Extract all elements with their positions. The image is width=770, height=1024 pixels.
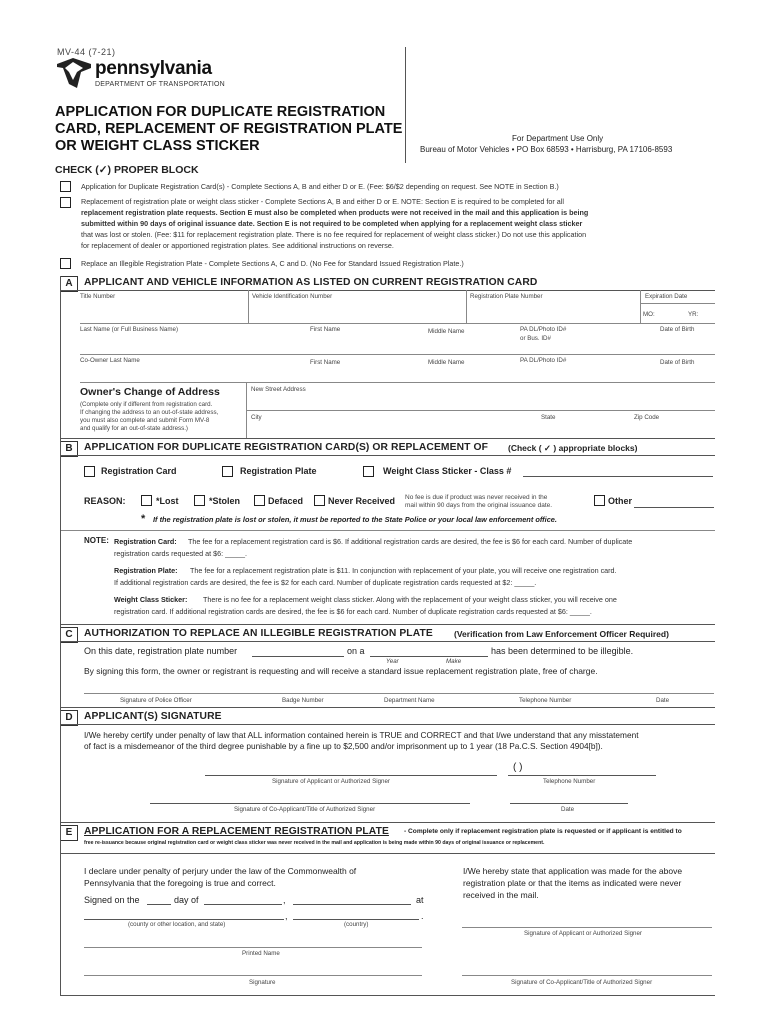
label-department-name: Department Name bbox=[384, 697, 435, 704]
reg-plate-label: Registration Plate: bbox=[114, 566, 178, 575]
label-make: Make bbox=[446, 658, 462, 665]
label-e-sig-applicant: Signature of Applicant or Authorized Signer bbox=[524, 930, 642, 937]
checkbox-registration-card[interactable] bbox=[84, 466, 95, 477]
label-telephone-number: Telephone Number bbox=[543, 778, 596, 785]
label-city: City bbox=[251, 414, 262, 421]
label-title-number: Title Number bbox=[80, 293, 116, 300]
phone-paren: ( ) bbox=[513, 762, 523, 773]
checkbox-registration-plate[interactable] bbox=[222, 466, 233, 477]
label-stolen: *Stolen bbox=[209, 496, 241, 506]
note-label: NOTE: bbox=[84, 536, 109, 545]
option-replacement-line4: that was lost or stolen. (Fee: $11 for replacement registration plate. There is no fee required for replacement of weight class sticker.) Do not use this application bbox=[81, 230, 587, 239]
section-b-letter: B bbox=[60, 441, 78, 457]
weight-sticker-text-2: registration card. If additional registration cards are desired, the fee is $6 for each card. Number of duplicate registration cards requested at $6: _____. bbox=[114, 607, 592, 616]
owner-change-note-1: (Complete only if different from registration card. bbox=[80, 401, 213, 408]
label-registration-card: Registration Card bbox=[101, 466, 177, 476]
reason-label: REASON: bbox=[84, 496, 126, 506]
signed-on-label: Signed on the bbox=[84, 895, 140, 905]
label-badge-number: Badge Number bbox=[282, 697, 324, 704]
section-c-heading: AUTHORIZATION TO REPLACE AN ILLEGIBLE REGISTRATION PLATE bbox=[84, 628, 433, 639]
cert-text-1: I/We hereby certify under penalty of law that ALL information contained herein is TRUE and CORRECT and that I/we understand that any misstatement bbox=[84, 730, 639, 740]
label-first-name: First Name bbox=[310, 326, 341, 333]
option-replacement-line1: Replacement of registration plate or weight class sticker - Complete Sections A, B and either D or E. NOTE: Section E is required to be completed for all bbox=[81, 197, 564, 206]
section-e-heading-note: - Complete only if replacement registration plate is requested or if applicant is entitled to bbox=[404, 828, 682, 835]
label-co-owner-first-name: First Name bbox=[310, 359, 341, 366]
perjury-text-1: I declare under penalty of perjury under the law of the Commonwealth of bbox=[84, 866, 357, 876]
dept-use-label: For Department Use Only bbox=[512, 134, 604, 143]
pa-keystone-logo-icon bbox=[57, 58, 91, 88]
label-new-street: New Street Address bbox=[251, 386, 306, 393]
section-c-heading-note: (Verification from Law Enforcement Officer Required) bbox=[454, 629, 669, 639]
label-registration-plate: Registration Plate bbox=[240, 466, 317, 476]
section-a-heading: APPLICANT AND VEHICLE INFORMATION AS LISTED ON CURRENT REGISTRATION CARD bbox=[84, 277, 538, 288]
owner-change-note-2: If changing the address to an out-of-state address, bbox=[80, 409, 219, 416]
label-printed-name: Printed Name bbox=[242, 950, 280, 957]
cert-text-2: of fact is a misdemeanor of the third degree punishable by a fine up to $2,500 and/or imprisonment up to 1 year (18 Pa.C.S. Section 4904[b]). bbox=[84, 741, 603, 751]
at-label: at bbox=[416, 895, 424, 905]
comma-1: , bbox=[283, 895, 286, 905]
label-exp-year: YR: bbox=[688, 311, 699, 318]
owner-change-note-4: and qualify for an out-of-state address.) bbox=[80, 425, 188, 432]
reg-card-text-1: The fee for a replacement registration card is $6. If additional registration cards are desired, the fee is $6 for each card. Number of duplicate bbox=[188, 537, 633, 546]
label-co-owner-last-name: Co-Owner Last Name bbox=[80, 357, 140, 364]
period: . bbox=[421, 911, 424, 921]
checkbox-duplicate-card[interactable] bbox=[60, 181, 71, 192]
illegible-line-c: has been determined to be illegible. bbox=[491, 646, 634, 656]
form-title-line1: APPLICATION FOR DUPLICATE REGISTRATION bbox=[55, 104, 386, 120]
section-b-heading: APPLICATION FOR DUPLICATE REGISTRATION CARD(S) OR REPLACEMENT OF bbox=[84, 442, 488, 453]
checkbox-never-received[interactable] bbox=[314, 495, 325, 506]
reg-plate-text-2: If additional registration cards are desired, the fee is $2 for each card. Number of duplicate registration cards requested at $2: _____. bbox=[114, 578, 537, 587]
option-replacement-line3: submitted within 90 days of original issuance date. Section E is not required to be completed when applying for a replacement weight class sticker bbox=[81, 219, 583, 228]
weight-sticker-label: Weight Class Sticker: bbox=[114, 595, 188, 604]
label-never-received: Never Received bbox=[328, 496, 396, 506]
option-replacement-line2: replacement registration plate requests. Section E must also be completed when products were not received in the mail and this application is being bbox=[81, 208, 589, 217]
illegible-line-a: On this date, registration plate number bbox=[84, 646, 238, 656]
label-expiration-date: Expiration Date bbox=[645, 293, 688, 300]
agency-name: pennsylvania bbox=[95, 58, 212, 79]
checkbox-lost[interactable] bbox=[141, 495, 152, 506]
label-last-name: Last Name (or Full Business Name) bbox=[80, 326, 178, 333]
label-plate-number: Registration Plate Number bbox=[470, 293, 543, 300]
label-lost: *Lost bbox=[156, 496, 179, 506]
label-county: (county or other location, and state) bbox=[128, 921, 226, 928]
label-date: Date bbox=[561, 806, 575, 813]
label-date-of-birth: Date of Birth bbox=[660, 326, 695, 333]
section-b-heading-note: (Check ( ✓ ) appropriate blocks) bbox=[508, 443, 638, 453]
label-exp-month: MO: bbox=[643, 311, 655, 318]
owner-change-note-3: you must also complete and submit Form MV-8 bbox=[80, 417, 210, 424]
statement-text-1: I/We hereby state that application was made for the above bbox=[463, 866, 683, 876]
asterisk-icon: * bbox=[141, 513, 146, 525]
perjury-text-2: Pennsylvania that the foregoing is true and correct. bbox=[84, 878, 276, 888]
label-weight-sticker: Weight Class Sticker - Class # bbox=[383, 466, 512, 476]
option-duplicate-card: Application for Duplicate Registration Card(s) - Complete Sections A, B and either D or E. (Fee: $6/$2 depending on request. See NOTE in Section B.) bbox=[81, 182, 559, 191]
lost-stolen-note: If the registration plate is lost or stolen, it must be reported to the State Police or your local law enforcement office. bbox=[153, 515, 557, 524]
label-co-owner-dl: PA DL/Photo ID# bbox=[520, 357, 567, 364]
form-title-line3: OR WEIGHT CLASS STICKER bbox=[55, 138, 260, 154]
agency-dept: DEPARTMENT OF TRANSPORTATION bbox=[95, 81, 225, 88]
never-received-note-1: No fee is due if product was never received in the bbox=[405, 494, 548, 501]
never-received-note-2: mail within 90 days from the original issuance date. bbox=[405, 502, 553, 509]
label-bus-id: or Bus. ID# bbox=[520, 335, 551, 342]
owner-change-heading: Owner's Change of Address bbox=[80, 386, 220, 398]
label-state: State bbox=[541, 414, 556, 421]
checkbox-other[interactable] bbox=[594, 495, 605, 506]
reg-card-label: Registration Card: bbox=[114, 537, 177, 546]
label-e-sig-coapplicant: Signature of Co-Applicant/Title of Authorized Signer bbox=[511, 979, 653, 986]
checkbox-illegible-plate[interactable] bbox=[60, 258, 71, 269]
weight-sticker-text-1: There is no fee for a replacement weight class sticker. Along with the replacement of your weight class sticker, you will receive one bbox=[203, 595, 617, 604]
form-title-line2: CARD, REPLACEMENT OF REGISTRATION PLATE bbox=[55, 121, 403, 137]
check-block-heading: CHECK (✓) PROPER BLOCK bbox=[55, 164, 199, 176]
label-sig-applicant: Signature of Applicant or Authorized Signer bbox=[272, 778, 390, 785]
illegible-line-2: By signing this form, the owner or registrant is requesting and will receive a standard issue replacement registration plate, free of charge. bbox=[84, 666, 598, 676]
label-country: (country) bbox=[344, 921, 369, 928]
checkbox-defaced[interactable] bbox=[254, 495, 265, 506]
section-c-letter: C bbox=[60, 627, 78, 643]
section-d-heading: APPLICANT(S) SIGNATURE bbox=[84, 711, 222, 722]
reg-plate-text-1: The fee for a replacement registration plate is $11. In conjunction with replacement of your plate, you will receive one registration card. bbox=[190, 566, 617, 575]
checkbox-stolen[interactable] bbox=[194, 495, 205, 506]
label-zip: Zip Code bbox=[634, 414, 660, 421]
label-vin: Vehicle Identification Number bbox=[252, 293, 333, 300]
section-a-letter: A bbox=[60, 276, 78, 292]
section-e-heading: APPLICATION FOR A REPLACEMENT REGISTRATION PLATE bbox=[84, 826, 389, 837]
label-co-owner-middle-name: Middle Name bbox=[428, 359, 465, 366]
day-of-label: day of bbox=[174, 895, 199, 905]
statement-text-3: received in the mail. bbox=[463, 890, 539, 900]
statement-text-2: registration plate or that the items as indicated were never bbox=[463, 878, 682, 888]
comma-2: , bbox=[285, 911, 288, 921]
label-date: Date bbox=[656, 697, 670, 704]
label-co-owner-dob: Date of Birth bbox=[660, 359, 695, 366]
label-other: Other bbox=[608, 496, 633, 506]
section-e-letter: E bbox=[60, 825, 78, 841]
label-sig-officer: Signature of Police Officer bbox=[120, 697, 192, 704]
reg-card-text-2: registration cards requested at $6: _____. bbox=[114, 549, 248, 558]
label-dl-photo-id: PA DL/Photo ID# bbox=[520, 326, 567, 333]
label-middle-name: Middle Name bbox=[428, 328, 465, 335]
option-illegible-plate: Replace an Illegible Registration Plate - Complete Sections A, C and D. (No Fee for Standard Issued Registration Plate.) bbox=[81, 259, 464, 268]
checkbox-replacement-plate[interactable] bbox=[60, 197, 71, 208]
option-replacement-line5: for replacement of dealer or apportioned registration plates. See additional instructions on reverse. bbox=[81, 241, 394, 250]
label-signature: Signature bbox=[249, 979, 276, 986]
label-year: Year bbox=[386, 658, 399, 665]
form-id: MV-44 (7-21) bbox=[57, 47, 116, 57]
checkbox-weight-sticker[interactable] bbox=[363, 466, 374, 477]
section-d-letter: D bbox=[60, 710, 78, 726]
section-e-heading-note-2: free re-issuance because original registration card or weight class sticker was never received in the mail and application is being made within 90 days of original issuance or replacement. bbox=[84, 840, 545, 846]
label-telephone-number: Telephone Number bbox=[519, 697, 572, 704]
illegible-line-b: on a bbox=[347, 646, 365, 656]
dept-use-address: Bureau of Motor Vehicles • PO Box 68593 • Harrisburg, PA 17106-8593 bbox=[420, 145, 673, 154]
label-defaced: Defaced bbox=[268, 496, 304, 506]
label-sig-coapplicant: Signature of Co-Applicant/Title of Authorized Signer bbox=[234, 806, 376, 813]
